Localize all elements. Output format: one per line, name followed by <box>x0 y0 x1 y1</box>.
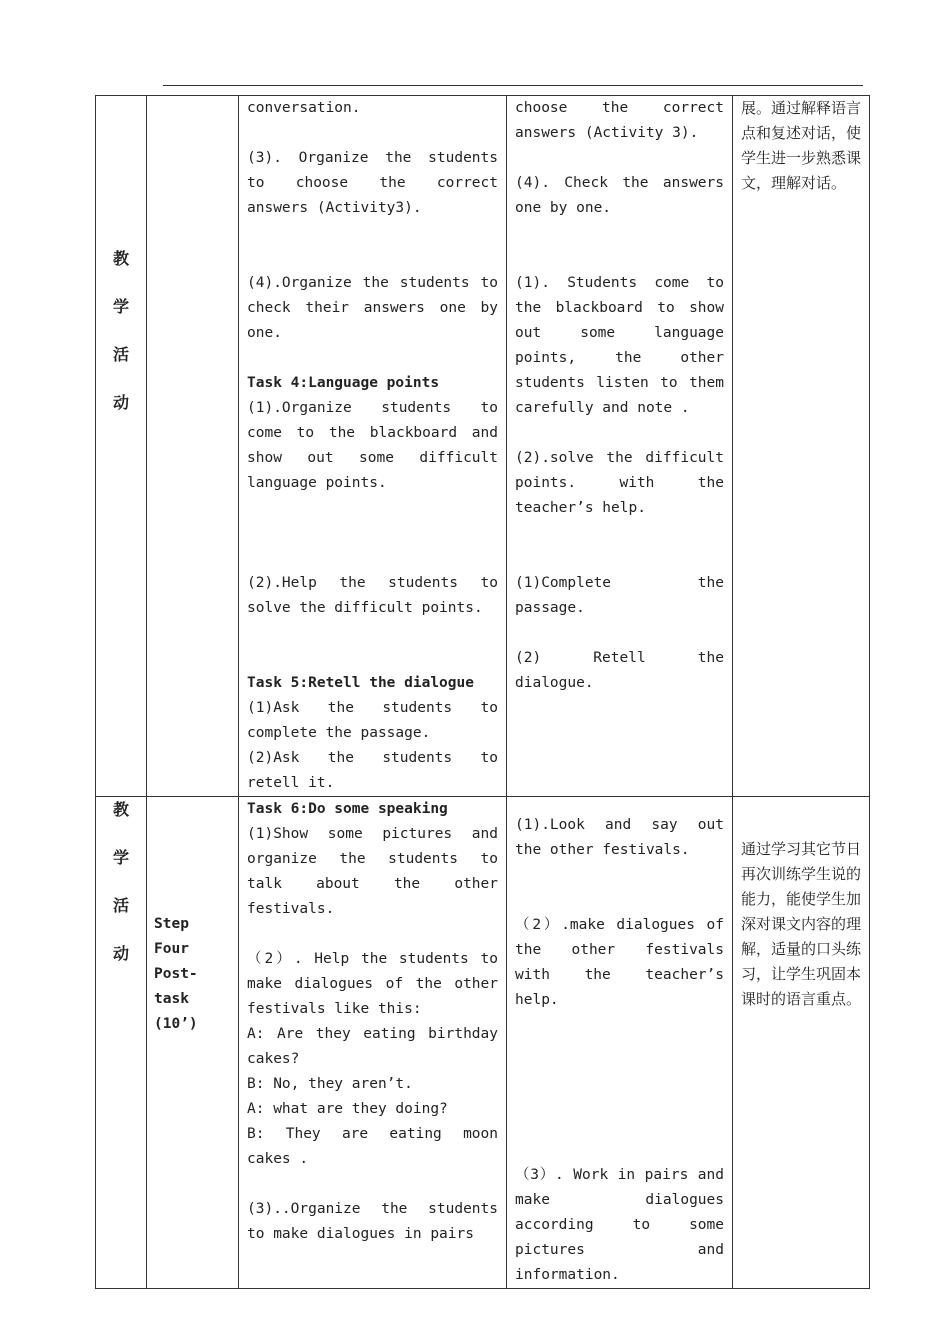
text-line: (4).Organize the students to check their answers one by one. <box>247 275 498 341</box>
step-cell <box>147 96 239 797</box>
student-activity-cell <box>507 797 733 1289</box>
task-heading: Task 4:Language points <box>247 375 440 391</box>
text-line: (2) Retell the dialogue. <box>515 650 724 691</box>
student-activity-cell <box>507 96 733 797</box>
table-row <box>96 797 870 1289</box>
step-label-line: task <box>154 991 189 1007</box>
text-line: (2).Help the students to solve the difficult points. <box>247 575 498 616</box>
text-line: (1)Complete the passage. <box>515 575 724 616</box>
step-cell <box>147 797 239 1289</box>
teacher-activity-cell <box>239 797 507 1289</box>
section-label-char: 活 <box>112 345 129 364</box>
text-line: (4). Check the answers one by one. <box>515 175 724 216</box>
section-label-char: 活 <box>112 896 129 915</box>
lesson-plan-table <box>95 95 870 1289</box>
teacher-activity-cell <box>239 96 507 797</box>
section-label-char: 教 <box>112 800 129 819</box>
purpose-text: 通过学习其它节日再次训练学生说的能力，能使学生加深对课文内容的理解，适量的口头练习，让学生巩固本课时的语言重点。 <box>741 840 862 1008</box>
purpose-cell <box>733 96 870 797</box>
text-line: (1).Look and say out the other festivals. <box>515 817 724 858</box>
text-line: (2).solve the difficult points. with the teacher’s help. <box>515 450 724 516</box>
section-label-cell <box>96 96 147 797</box>
section-label-char: 动 <box>112 393 129 412</box>
step-label-line: Post- <box>154 966 198 982</box>
text-line: (3)..Organize the students to make dialogues in pairs <box>247 1201 498 1242</box>
task-heading: Task 6:Do some speaking <box>247 801 448 817</box>
task-heading: Task 5:Retell the dialogue <box>247 675 474 691</box>
text-line: (1). Students come to the blackboard to show out some language points, the other students listen to them carefully and note . <box>515 275 724 416</box>
step-label-line: (10’) <box>154 1016 198 1032</box>
text-line: （2）.make dialogues of the other festivals with the teacher’s help. <box>515 917 724 1008</box>
text-line: choose the correct answers (Activity 3). <box>515 100 724 141</box>
text-line: （3）. Work in pairs and make dialogues according to some pictures and information. <box>515 1167 724 1283</box>
text-line: A: Are they eating birthday cakes? <box>247 1026 498 1067</box>
text-line: （2）. Help the students to make dialogues of the other festivals like this: <box>247 951 498 1017</box>
section-label-cell <box>96 797 147 1289</box>
table-row <box>96 96 870 797</box>
purpose-text: 展。通过解释语言点和复述对话，使学生进一步熟悉课文，理解对话。 <box>741 99 862 192</box>
text-line: (3). Organize the students to choose the correct answers (Activity3). <box>247 150 498 216</box>
purpose-cell <box>733 797 870 1289</box>
text-line: B: They are eating moon cakes . <box>247 1126 498 1167</box>
header-rule <box>163 85 863 86</box>
text-line: (1).Organize students to come to the blackboard and show out some difficult language points. <box>247 400 498 491</box>
text-line: (2)Ask the students to retell it. <box>247 750 498 791</box>
section-label-char: 学 <box>112 297 129 316</box>
section-label-char: 教 <box>112 249 129 268</box>
text-line: (1)Ask the students to complete the passage. <box>247 700 498 741</box>
step-label-line: Four <box>154 941 189 957</box>
text-line: B: No, they aren’t. <box>247 1076 413 1092</box>
text-line: (1)Show some pictures and organize the students to talk about the other festivals. <box>247 826 498 917</box>
text-line: A: what are they doing? <box>247 1101 448 1117</box>
text-line: conversation. <box>247 100 361 116</box>
step-label-line: Step <box>154 916 189 932</box>
section-label-char: 动 <box>112 944 129 963</box>
section-label-char: 学 <box>112 848 129 867</box>
